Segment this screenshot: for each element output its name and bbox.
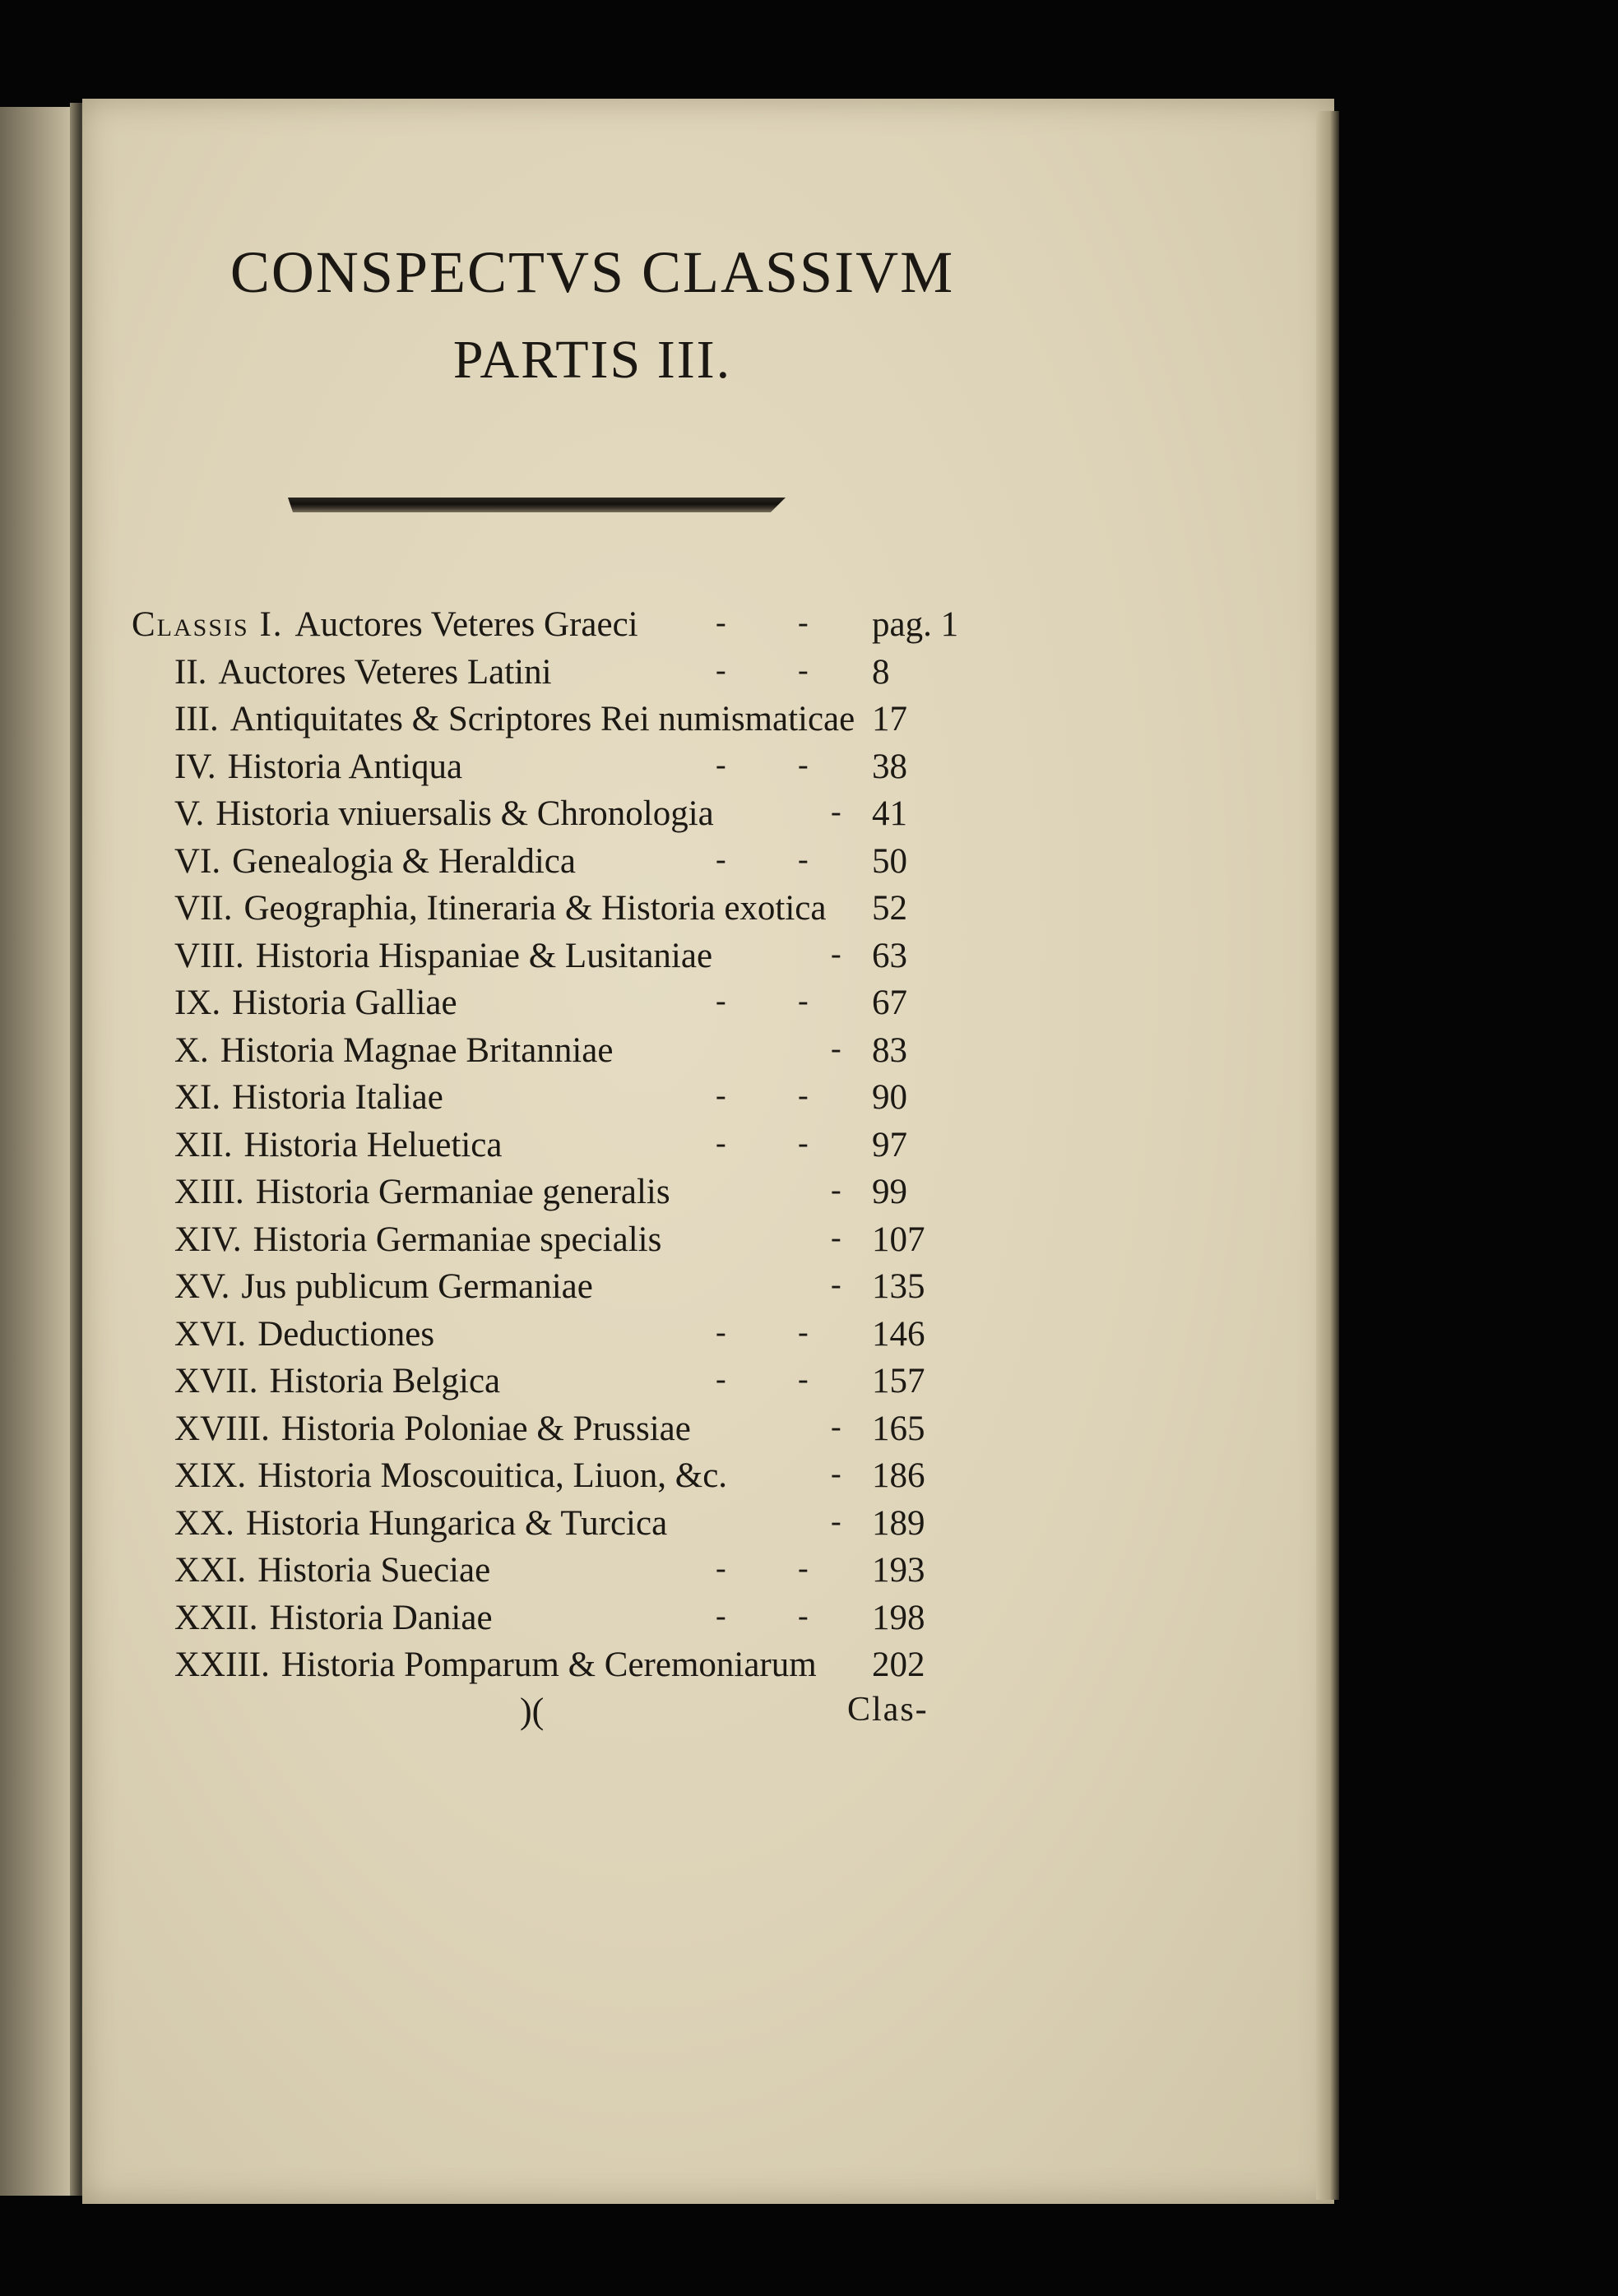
leader-dash: - xyxy=(716,652,726,687)
toc-entry xyxy=(0,1125,1618,1171)
class-number: XXI. xyxy=(174,1551,247,1590)
class-title: Deductiones xyxy=(257,1314,435,1354)
class-title: Historia Germaniae generalis xyxy=(255,1173,670,1211)
class-number: V. xyxy=(174,794,205,833)
toc-entry xyxy=(0,1550,1618,1596)
toc-entry xyxy=(0,983,1618,1029)
leader-dash: - xyxy=(716,1551,726,1585)
page-number: 165 xyxy=(872,1409,925,1448)
leader-dash: - xyxy=(798,984,809,1018)
class-title: Historia Galliae xyxy=(232,984,457,1022)
class-number: XVIII. xyxy=(174,1409,270,1448)
leader-dash: - xyxy=(716,605,726,640)
toc-entry xyxy=(0,936,1618,982)
class-number: X. xyxy=(174,1030,209,1070)
page-number: 198 xyxy=(872,1598,925,1637)
leader-dash: - xyxy=(831,1503,841,1539)
page-number: 83 xyxy=(872,1030,907,1070)
page-number: 50 xyxy=(872,841,907,881)
leader-dash: - xyxy=(716,747,726,782)
leader-dash: - xyxy=(798,1078,809,1113)
leader-dash: - xyxy=(798,841,809,877)
class-title: Historia Germaniae specialis xyxy=(253,1220,662,1259)
class-title: Historia Poloniae & Prussiae xyxy=(280,1409,691,1448)
leader-dash: - xyxy=(716,841,726,877)
leader-dash: - xyxy=(716,1598,726,1633)
page-number: 52 xyxy=(872,889,907,928)
page-number: 38 xyxy=(872,747,907,786)
class-title: Auctores Veteres Latini xyxy=(218,652,552,692)
leader-dash: - xyxy=(716,1125,726,1160)
page-title-line-2: PARTIS III. xyxy=(452,330,732,390)
leader-dash: - xyxy=(831,936,841,971)
class-number: XI. xyxy=(174,1078,221,1117)
class-title: Historia Daniae xyxy=(269,1598,493,1637)
leader-dash: - xyxy=(798,1598,809,1633)
ornamental-rule xyxy=(288,498,786,512)
leader-dash: - xyxy=(716,1314,726,1349)
class-number: IX. xyxy=(174,984,221,1022)
class-title: Historia Italiae xyxy=(232,1078,443,1117)
toc-entry xyxy=(0,1220,1618,1266)
class-title: Genealogia & Heraldica xyxy=(232,841,576,881)
toc-entry xyxy=(0,1172,1618,1218)
class-title: Historia Sueciae xyxy=(257,1551,491,1590)
class-title: Historia Antiqua xyxy=(227,747,463,786)
toc-entry xyxy=(0,652,1618,698)
leader-dash: - xyxy=(831,1456,841,1491)
page-number: 157 xyxy=(872,1362,925,1400)
class-number: VII. xyxy=(174,889,233,928)
toc-entry xyxy=(0,794,1618,840)
page-number: 17 xyxy=(872,700,907,738)
leader-dash: - xyxy=(716,1362,726,1396)
class-number: XXIII. xyxy=(174,1646,270,1684)
class-number: VI. xyxy=(174,841,221,881)
class-number: XIX. xyxy=(174,1456,247,1495)
class-title: Geographia, Itineraria & Historia exotica xyxy=(243,889,827,928)
leader-dash: - xyxy=(798,605,809,640)
class-number: IV. xyxy=(174,747,216,786)
leader-dash: - xyxy=(798,1551,809,1585)
leader-dash: - xyxy=(716,984,726,1018)
toc-entry xyxy=(0,888,1618,934)
class-number: XIV. xyxy=(174,1220,242,1259)
page-number: 135 xyxy=(872,1267,925,1306)
toc-entry xyxy=(0,1314,1618,1360)
class-number: III. xyxy=(174,700,219,738)
class-title: Historia Magnae Britanniae xyxy=(220,1030,614,1070)
toc-entry xyxy=(0,604,1618,650)
leader-dash: - xyxy=(798,652,809,687)
class-number: XIII. xyxy=(174,1173,244,1211)
toc-entry xyxy=(0,1266,1618,1312)
leader-dash: - xyxy=(716,1078,726,1113)
class-number: XVII. xyxy=(174,1362,258,1400)
page-number: 189 xyxy=(872,1503,925,1543)
toc-entry xyxy=(0,841,1618,887)
page-number: 90 xyxy=(872,1078,907,1117)
leader-dash: - xyxy=(798,1314,809,1349)
leader-dash: - xyxy=(831,1409,841,1444)
toc-entry xyxy=(0,1598,1618,1644)
class-number: Classis I. xyxy=(132,605,284,644)
toc-entry xyxy=(0,1409,1618,1455)
toc-entry xyxy=(0,747,1618,793)
page-number: 99 xyxy=(872,1173,907,1211)
toc-entry xyxy=(0,699,1618,745)
class-title: Antiquitates & Scriptores Rei numismaticae xyxy=(229,700,855,738)
toc-entry xyxy=(0,1645,1618,1691)
class-number: XX. xyxy=(174,1503,234,1543)
leader-dash: - xyxy=(798,747,809,782)
class-title: Historia Hispaniae & Lusitaniae xyxy=(255,936,713,975)
page-number: 202 xyxy=(872,1646,925,1684)
class-title: Historia Hungarica & Turcica xyxy=(245,1503,668,1543)
leader-dash: - xyxy=(831,1030,841,1066)
page-number: 97 xyxy=(872,1125,907,1164)
page-number: 63 xyxy=(872,936,907,975)
class-title: Historia Pomparum & Ceremoniarum xyxy=(280,1646,817,1684)
page-number: pag. 1 xyxy=(872,605,959,644)
page-number: 8 xyxy=(872,652,890,692)
class-number: XV. xyxy=(174,1267,230,1306)
toc-entry xyxy=(0,1077,1618,1123)
leader-dash: - xyxy=(831,1173,841,1207)
class-number: XII. xyxy=(174,1125,233,1164)
leader-dash: - xyxy=(798,1125,809,1160)
leader-dash: - xyxy=(831,1267,841,1302)
page-number: 146 xyxy=(872,1314,925,1354)
page-number: 41 xyxy=(872,794,907,833)
page-number: 186 xyxy=(872,1456,925,1495)
leader-dash: - xyxy=(831,1220,841,1255)
toc-entry xyxy=(0,1456,1618,1502)
class-number: II. xyxy=(174,652,207,692)
class-title: Historia vniuersalis & Chronologia xyxy=(216,794,714,833)
page-title-line-1: CONSPECTVS CLASSIVM xyxy=(229,239,955,305)
class-title: Jus publicum Germaniae xyxy=(241,1267,593,1306)
signature-mark: )( xyxy=(520,1691,545,1731)
toc-entry xyxy=(0,1503,1618,1549)
class-number: XXII. xyxy=(174,1598,258,1637)
class-title: Historia Moscouitica, Liuon, &c. xyxy=(257,1456,728,1495)
page-number: 193 xyxy=(872,1551,925,1590)
class-number: XVI. xyxy=(174,1314,247,1354)
page-number: 67 xyxy=(872,984,907,1022)
page-number: 107 xyxy=(872,1220,925,1259)
class-title: Auctores Veteres Graeci xyxy=(294,605,638,644)
toc-entry xyxy=(0,1030,1618,1076)
leader-dash: - xyxy=(798,1362,809,1396)
leader-dash: - xyxy=(831,794,841,829)
class-title: Historia Heluetica xyxy=(243,1125,503,1164)
class-title: Historia Belgica xyxy=(269,1362,501,1400)
toc-entry xyxy=(0,1361,1618,1407)
catchword: Clas- xyxy=(847,1691,929,1729)
class-number: VIII. xyxy=(174,936,244,975)
